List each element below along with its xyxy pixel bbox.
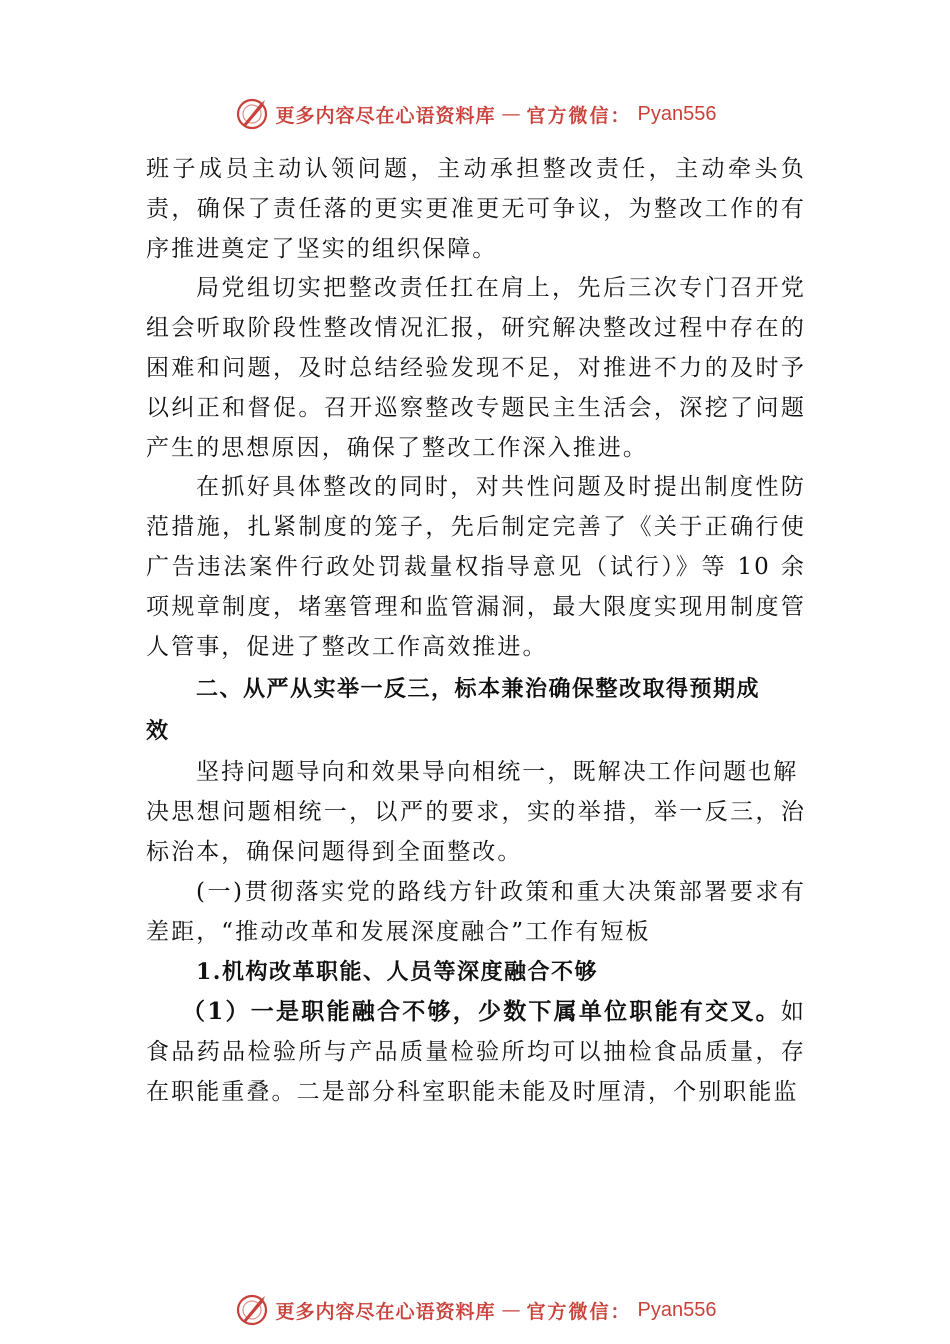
quill-logo-icon — [234, 1292, 270, 1328]
paragraph-4-line1: 坚持问题导向和效果导向相统一，既解决工作问题也解 — [196, 759, 799, 786]
footer-wechat-label: 官方微信： — [526, 1300, 632, 1323]
paragraph-3: 在抓好具体整改的同时，对共性问题及时提出制度性防范措施，扎紧制度的笼子，先后制定完善了《关于正确行使广告违法案件行政处罚裁量权指导意见（试行）》等 10 余项规章制度，堵塞管理和监管漏洞，最大限度实现用制度管人管事，促进了整改工作高效推进。 — [146, 474, 806, 660]
footer-dash: — — [501, 1299, 521, 1321]
paragraph-6 — [146, 992, 806, 1112]
subsection-heading-1: 1.机构改革职能、人员等深度融合不够 — [196, 959, 598, 986]
paragraph-1: 班子成员主动认领问题，主动承担整改责任，主动牵头负责，确保了责任落的更实更准更无可争议，为整改工作的有序推进奠定了坚实的组织保障。 — [146, 156, 806, 262]
header-banner — [0, 94, 950, 134]
section-heading-2-line2: 效 — [146, 719, 170, 745]
footer-brand-text: 更多内容尽在心语资料库 — [275, 1300, 496, 1323]
header-dash: — — [501, 103, 521, 125]
header-wechat-id: Pyan556 — [637, 102, 717, 125]
paragraph-4-line2: 决思想问题相统一，以严的要求，实的举措，举一反三，治标治本，确保问题得到全面整改。 — [146, 799, 806, 865]
paragraph-6-rest: 如食品药品检验所与产品质量检验所均可以抽检食品质量，存在职能重叠。二是部分科室职能未能及时厘清，个别职能监 — [146, 999, 806, 1105]
footer-banner — [0, 1290, 950, 1330]
header-wechat-label: 官方微信： — [526, 104, 632, 127]
header-brand-text: 更多内容尽在心语资料库 — [275, 104, 496, 127]
document-body — [146, 150, 806, 1113]
paragraph-5: (一)贯彻落实党的路线方针政策和重大决策部署要求有差距，“推动改革和发展深度融合”工作有短板 — [146, 878, 806, 945]
footer-wechat-id: Pyan556 — [637, 1298, 717, 1321]
paragraph-6-bold-lead: （1）一是职能融合不够，少数下属单位职能有交叉。 — [182, 998, 781, 1026]
section-heading-2 — [146, 669, 806, 753]
quill-logo-icon — [234, 96, 270, 132]
paragraph-2: 局党组切实把整改责任扛在肩上，先后三次专门召开党组会听取阶段性整改情况汇报，研究解决整改过程中存在的困难和问题，及时总结经验发现不足，对推进不力的及时予以纠正和督促。召开巡察整改专题民主生活会，深挖了问题产生的思想原因，确保了整改工作深入推进。 — [146, 275, 806, 461]
section-heading-2-line1: 二、从严从实举一反三，标本兼治确保整改取得预期成 — [196, 677, 761, 703]
